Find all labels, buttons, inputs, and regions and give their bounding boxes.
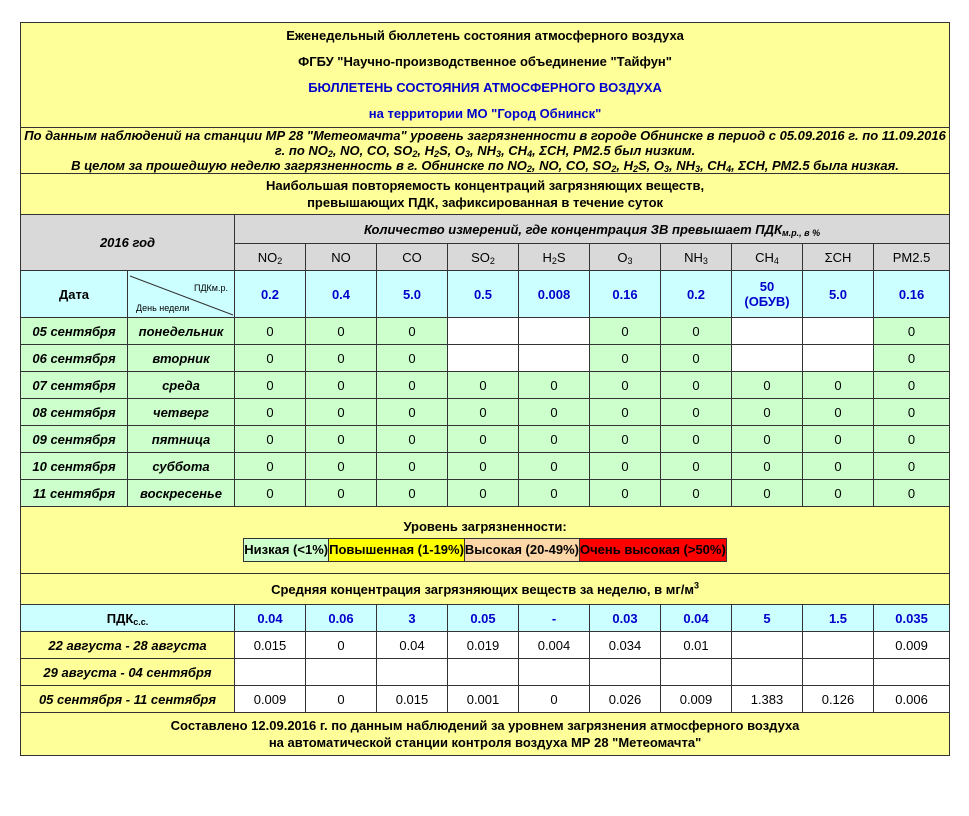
week-value: 0.001 <box>448 686 519 713</box>
day-value: 0 <box>661 399 732 426</box>
day-value: 0 <box>377 318 448 345</box>
level-high: Высокая (20-49%) <box>464 538 579 561</box>
day-value: 0 <box>377 372 448 399</box>
day-value: 0 <box>519 372 590 399</box>
day-value: 0 <box>874 399 950 426</box>
day-date: 08 сентября <box>21 399 128 426</box>
week-value <box>448 659 519 686</box>
day-date: 09 сентября <box>21 426 128 453</box>
day-value: 0 <box>519 399 590 426</box>
pdk-ss-value: - <box>519 605 590 632</box>
day-value: 0 <box>661 453 732 480</box>
day-value: 0 <box>590 399 661 426</box>
day-value: 0 <box>306 426 377 453</box>
pollutant-header: $H_2S$ <box>519 244 590 271</box>
day-weekday: четверг <box>128 399 235 426</box>
week-value <box>306 659 377 686</box>
day-row <box>21 453 950 480</box>
day-value: 0 <box>306 399 377 426</box>
week-value: 0.034 <box>590 632 661 659</box>
pdk-mr-value: 5.0 <box>803 271 874 318</box>
count-header-row <box>21 215 950 244</box>
day-value: 0 <box>590 426 661 453</box>
day-value: 0 <box>874 345 950 372</box>
day-value <box>803 345 874 372</box>
day-value: 0 <box>732 372 803 399</box>
week-value: 0.009 <box>874 632 950 659</box>
day-value: 0 <box>732 426 803 453</box>
header-line3: БЮЛЛЕТЕНЬ СОСТОЯНИЯ АТМОСФЕРНОГО ВОЗДУХА <box>308 80 662 95</box>
pdk-ss-label: $ПДК_{с.с.}$ <box>21 605 235 632</box>
pdk-ss-value: 0.06 <box>306 605 377 632</box>
day-value <box>732 345 803 372</box>
day-weekday: пятница <box>128 426 235 453</box>
week-value <box>377 659 448 686</box>
pdk-ss-value: 0.035 <box>874 605 950 632</box>
day-value: 0 <box>448 480 519 507</box>
day-value: 0 <box>590 453 661 480</box>
footer-row <box>21 713 950 756</box>
pdk-ss-value: 5 <box>732 605 803 632</box>
pdk-mr-row <box>21 271 950 318</box>
week-value: 0.004 <box>519 632 590 659</box>
day-value: 0 <box>377 453 448 480</box>
pollutant-header: $CH_4$ <box>732 244 803 271</box>
week-value <box>874 659 950 686</box>
week-value <box>235 659 306 686</box>
week-value <box>732 632 803 659</box>
day-value <box>519 345 590 372</box>
day-value: 0 <box>306 453 377 480</box>
week-value: 0 <box>306 686 377 713</box>
pdk-ss-value: 0.04 <box>235 605 306 632</box>
week-row <box>21 659 950 686</box>
week-value <box>803 659 874 686</box>
summary-p2: В целом за прошедшую неделю загрязненность в г. Обнинске по $NO_2$, NO, CO, $SO_2$, $H_2S$, $O_3$, $NH_3$, $CH_4$, ΣCH, PM2.5 была низкая. <box>71 158 899 174</box>
avg-title: Средняя концентрация загрязняющих веществ за неделю, в $мг/м^3$ <box>21 574 950 605</box>
level-row <box>21 507 950 574</box>
day-weekday: вторник <box>128 345 235 372</box>
day-value: 0 <box>448 399 519 426</box>
week-label: 29 августа - 04 сентября <box>21 659 235 686</box>
day-value: 0 <box>448 426 519 453</box>
week-row <box>21 632 950 659</box>
pdk-ss-value: 1.5 <box>803 605 874 632</box>
pdk-mr-value: 5.0 <box>377 271 448 318</box>
bulletin-table <box>20 22 950 756</box>
footer-note <box>21 713 950 756</box>
day-value: 0 <box>874 480 950 507</box>
day-value: 0 <box>803 453 874 480</box>
day-date: 07 сентября <box>21 372 128 399</box>
day-value: 0 <box>874 453 950 480</box>
day-value <box>448 345 519 372</box>
header-line1: Еженедельный бюллетень состояния атмосферного воздуха <box>286 28 684 43</box>
day-weekday: воскресенье <box>128 480 235 507</box>
week-value: 1.383 <box>732 686 803 713</box>
day-date: 11 сентября <box>21 480 128 507</box>
pollutant-header: $O_3$ <box>590 244 661 271</box>
header-line4: на территории МО "Город Обнинск" <box>368 106 602 121</box>
pollutant-header: $NH_3$ <box>661 244 732 271</box>
week-value: 0.01 <box>661 632 732 659</box>
day-value: 0 <box>519 426 590 453</box>
day-value: 0 <box>519 453 590 480</box>
day-value: 0 <box>235 453 306 480</box>
day-value: 0 <box>377 426 448 453</box>
level-block <box>21 507 950 574</box>
day-value: 0 <box>732 399 803 426</box>
pdk-mr-value: 0.2 <box>661 271 732 318</box>
week-value: 0 <box>519 686 590 713</box>
day-value: 0 <box>448 453 519 480</box>
day-value: 0 <box>661 426 732 453</box>
day-value: 0 <box>306 372 377 399</box>
day-value: 0 <box>803 399 874 426</box>
day-value: 0 <box>661 480 732 507</box>
pdk-ss-value: 0.05 <box>448 605 519 632</box>
day-row <box>21 318 950 345</box>
day-value: 0 <box>590 480 661 507</box>
week-label: 22 августа - 28 августа <box>21 632 235 659</box>
week-value: 0 <box>306 632 377 659</box>
day-value: 0 <box>803 372 874 399</box>
pollutant-header: $SO_2$ <box>448 244 519 271</box>
pdk-mr-value: 0.008 <box>519 271 590 318</box>
day-row <box>21 372 950 399</box>
level-very-high: Очень высокая (>50%) <box>579 538 726 561</box>
day-value: 0 <box>377 399 448 426</box>
day-value: 0 <box>235 399 306 426</box>
level-low: Низкая (<1%) <box>244 538 329 561</box>
pdk-ss-value: 0.03 <box>590 605 661 632</box>
day-value <box>448 318 519 345</box>
day-value: 0 <box>590 318 661 345</box>
pdk-weekday-diagonal <box>128 271 235 318</box>
day-value: 0 <box>377 480 448 507</box>
day-value <box>732 318 803 345</box>
pdk-mr-value: 0.2 <box>235 271 306 318</box>
day-value: 0 <box>874 372 950 399</box>
pollutant-header: CO <box>377 244 448 271</box>
week-value <box>732 659 803 686</box>
day-value: 0 <box>235 318 306 345</box>
week-value <box>803 632 874 659</box>
day-value: 0 <box>732 453 803 480</box>
day-weekday: среда <box>128 372 235 399</box>
pollutant-header: NO <box>306 244 377 271</box>
day-value: 0 <box>519 480 590 507</box>
week-value: 0.026 <box>590 686 661 713</box>
day-value: 0 <box>590 372 661 399</box>
pdk-mr-value: 0.16 <box>590 271 661 318</box>
weekday-label: День недели <box>136 303 190 313</box>
footer-line2: на автоматической станции контроля воздуха МР 28 "Метеомачта" <box>268 735 702 750</box>
days-body <box>21 318 950 507</box>
day-value: 0 <box>661 372 732 399</box>
pdk-ss-value: 3 <box>377 605 448 632</box>
pollutant-header: ΣCH <box>803 244 874 271</box>
day-date: 10 сентября <box>21 453 128 480</box>
freq-title: Наибольшая повторяемость концентраций загрязняющих веществ, превышающих ПДК, зафиксированная в течение суток <box>21 174 950 215</box>
date-label: Дата <box>21 271 128 318</box>
pdk-mr-value: 0.4 <box>306 271 377 318</box>
level-legend <box>243 538 727 562</box>
avg-title-row <box>21 574 950 605</box>
week-value: 0.126 <box>803 686 874 713</box>
day-value: 0 <box>448 372 519 399</box>
day-row <box>21 480 950 507</box>
pdk-mr-ch4-note: (ОБУВ) <box>744 294 790 309</box>
day-value: 0 <box>661 318 732 345</box>
weeks-body <box>21 632 950 713</box>
week-value: 0.006 <box>874 686 950 713</box>
day-value: 0 <box>874 426 950 453</box>
pdk-ss-row <box>21 605 950 632</box>
day-weekday: суббота <box>128 453 235 480</box>
week-row <box>21 686 950 713</box>
week-value: 0.015 <box>235 632 306 659</box>
week-value: 0.009 <box>235 686 306 713</box>
pdk-ss-value: 0.04 <box>661 605 732 632</box>
pdk-mr-value: 0.5 <box>448 271 519 318</box>
day-row <box>21 399 950 426</box>
pdk-mr-value: 50 (ОБУВ) <box>732 271 803 318</box>
week-label: 05 сентября - 11 сентября <box>21 686 235 713</box>
day-value: 0 <box>235 372 306 399</box>
count-header: Количество измерений, где концентрация ЗВ превышает $ПДК_{м.р., в \%}$ <box>235 215 950 244</box>
day-value: 0 <box>235 480 306 507</box>
summary-p1: По данным наблюдений на станции МР 28 "Метеомачта" уровень загрязненности в городе Обнинске в период с 05.09.2016 г. по 11.09.2016 г. по $NO_2$, NO, CO, $SO_2$, $H_2S$, $O_3$, $NH_3$, $CH_4$, ΣCH, PM2.5 был низким. <box>24 128 946 159</box>
day-value: 0 <box>235 345 306 372</box>
header-row <box>21 23 950 128</box>
day-value <box>519 318 590 345</box>
summary-text <box>21 128 950 174</box>
day-date: 06 сентября <box>21 345 128 372</box>
week-value <box>519 659 590 686</box>
freq-title-row <box>21 174 950 215</box>
day-weekday: понедельник <box>128 318 235 345</box>
day-value: 0 <box>874 318 950 345</box>
header-line2: ФГБУ "Научно-производственное объединение "Тайфун" <box>298 54 672 69</box>
week-value: 0.04 <box>377 632 448 659</box>
week-value <box>661 659 732 686</box>
week-value: 0.009 <box>661 686 732 713</box>
day-value: 0 <box>235 426 306 453</box>
year-label: 2016 год <box>21 215 235 271</box>
pollutant-header: $NO_2$ <box>235 244 306 271</box>
pollutant-header: PM2.5 <box>874 244 950 271</box>
day-value: 0 <box>306 345 377 372</box>
day-value: 0 <box>732 480 803 507</box>
level-title: Уровень загрязненности: <box>403 518 567 534</box>
level-elevated: Повышенная (1-19%) <box>329 538 465 561</box>
day-date: 05 сентября <box>21 318 128 345</box>
day-value: 0 <box>306 480 377 507</box>
footer-line1: Составлено 12.09.2016 г. по данным наблюдений за уровнем загрязнения атмосферного воздуха <box>170 718 800 733</box>
day-value: 0 <box>306 318 377 345</box>
day-value: 0 <box>661 345 732 372</box>
day-value: 0 <box>803 426 874 453</box>
day-value <box>803 318 874 345</box>
summary-row <box>21 128 950 174</box>
day-value: 0 <box>803 480 874 507</box>
day-value: 0 <box>590 345 661 372</box>
pdk-mr-label: ПДКм.р. <box>193 283 228 293</box>
week-value <box>590 659 661 686</box>
bulletin-header <box>21 23 950 128</box>
day-row <box>21 426 950 453</box>
pdk-mr-value: 0.16 <box>874 271 950 318</box>
day-value: 0 <box>377 345 448 372</box>
week-value: 0.015 <box>377 686 448 713</box>
week-value: 0.019 <box>448 632 519 659</box>
day-row <box>21 345 950 372</box>
